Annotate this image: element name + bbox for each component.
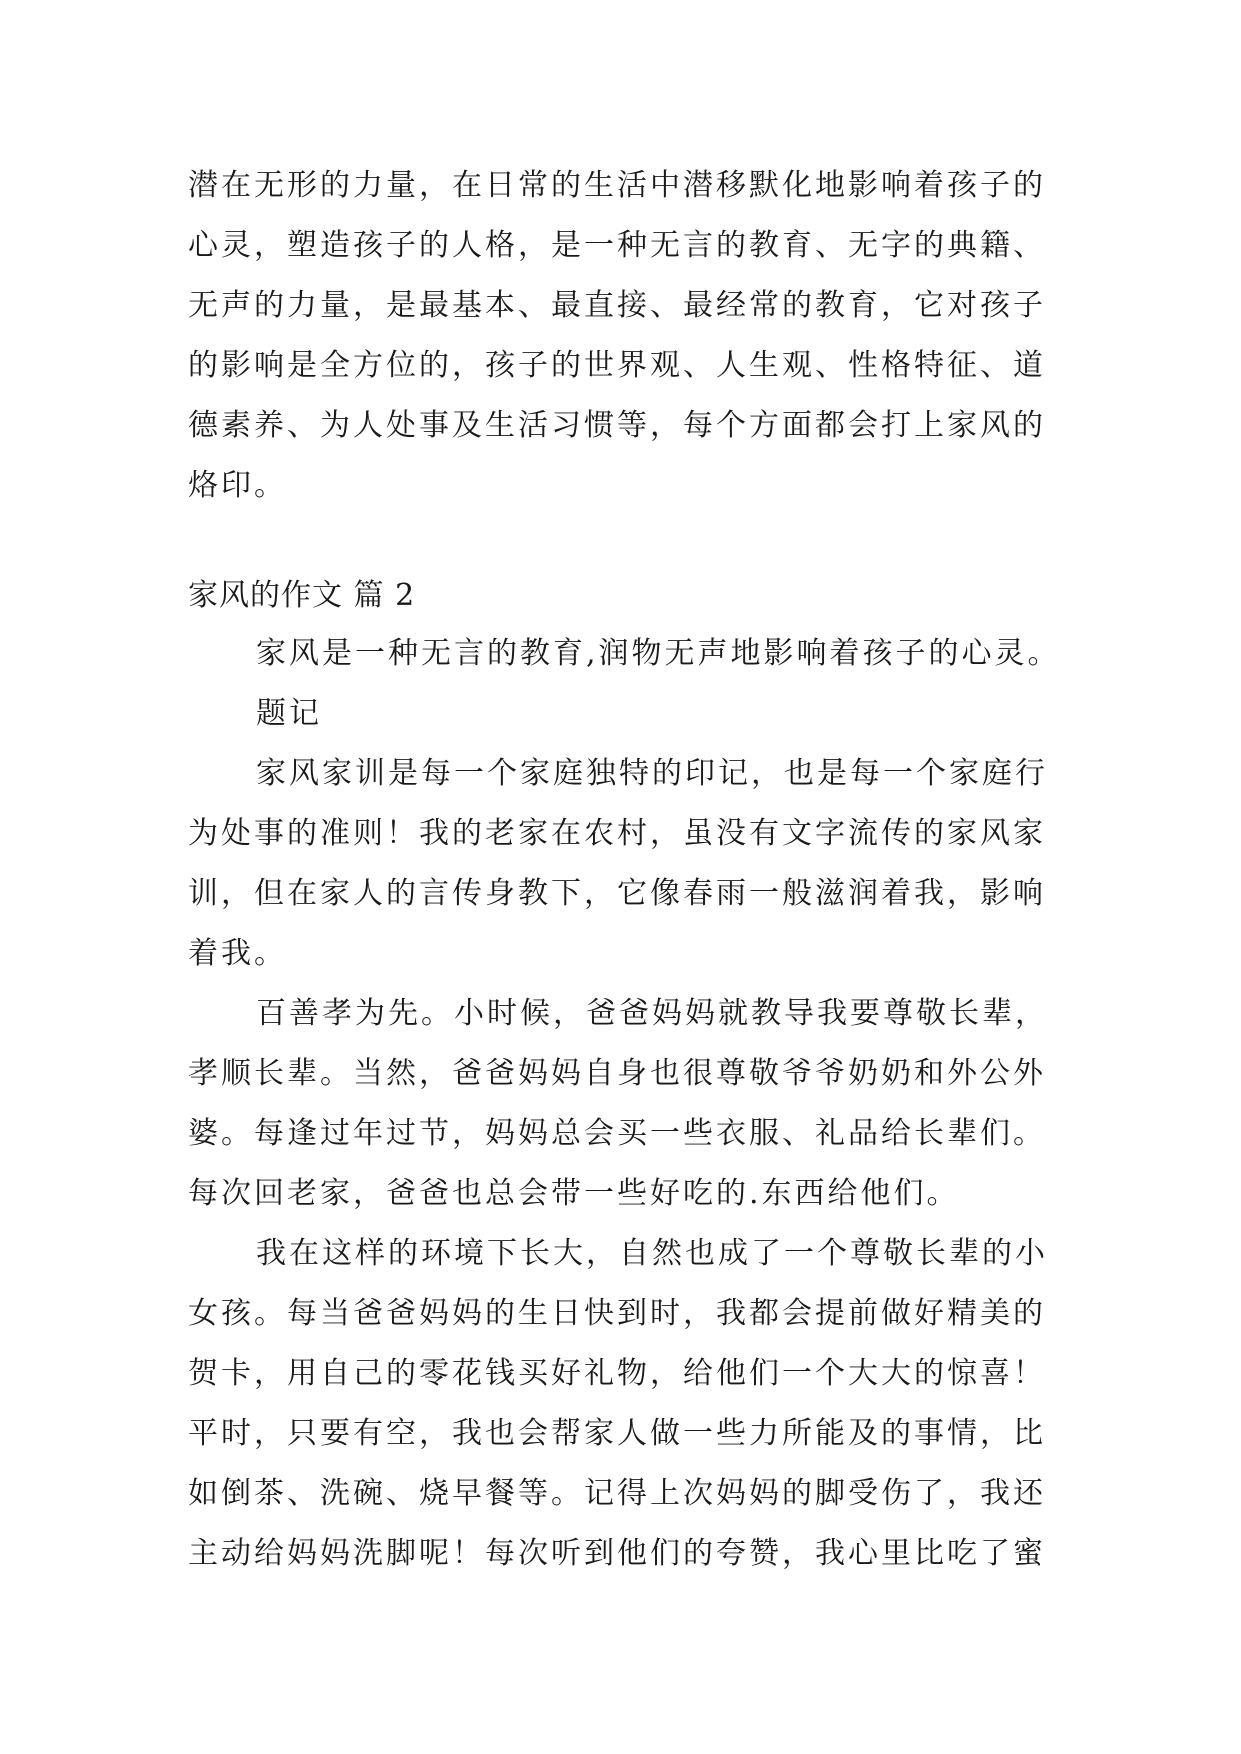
paragraph-4-line: 我在这样的环境下长大，自然也成了一个尊敬长辈的小 — [256, 1236, 1048, 1271]
paragraph-4-line: 主动给妈妈洗脚呢！每次听到他们的夸赞，我心里比吃了蜜 — [188, 1536, 1046, 1571]
paragraph-1-line: 无声的力量，是最基本、最直接、最经常的教育，它对孩子 — [188, 288, 1046, 323]
epigraph: 家风是一种无言的教育,润物无声地影响着孩子的心灵。 — [256, 636, 1061, 671]
paragraph-3-line: 百善孝为先。小时候，爸爸妈妈就教导我要尊敬长辈， — [256, 996, 1048, 1031]
paragraph-1-line: 心灵，塑造孩子的人格，是一种无言的教育、无字的典籍、 — [188, 228, 1046, 263]
section-heading: 家风的作文 篇 2 — [188, 578, 416, 613]
paragraph-1-line: 烙印。 — [188, 468, 287, 503]
paragraph-2-line: 训，但在家人的言传身教下，它像春雨一般滋润着我，影响 — [188, 876, 1046, 911]
paragraph-1-line: 德素养、为人处事及生活习惯等，每个方面都会打上家风的 — [188, 408, 1046, 443]
paragraph-4-line: 平时，只要有空，我也会帮家人做一些力所能及的事情，比 — [188, 1416, 1046, 1451]
paragraph-3-line: 孝顺长辈。当然，爸爸妈妈自身也很尊敬爷爷奶奶和外公外 — [188, 1056, 1046, 1091]
paragraph-4-line: 贺卡，用自己的零花钱买好礼物，给他们一个大大的惊喜！ — [188, 1356, 1046, 1391]
paragraph-2-line: 着我。 — [188, 936, 287, 971]
paragraph-1-line: 潜在无形的力量，在日常的生活中潜移默化地影响着孩子的 — [188, 168, 1046, 203]
paragraph-1-line: 的影响是全方位的，孩子的世界观、人生观、性格特征、道 — [188, 348, 1046, 383]
paragraph-2-line: 为处事的准则！我的老家在农村，虽没有文字流传的家风家 — [188, 816, 1046, 851]
paragraph-2-line: 家风家训是每一个家庭独特的印记，也是每一个家庭行 — [256, 756, 1048, 791]
paragraph-3-line: 婆。每逢过年过节，妈妈总会买一些衣服、礼品给长辈们。 — [188, 1116, 1046, 1151]
paragraph-4-line: 如倒茶、洗碗、烧早餐等。记得上次妈妈的脚受伤了，我还 — [188, 1476, 1046, 1511]
paragraph-3-line: 每次回老家，爸爸也总会带一些好吃的.东西给他们。 — [188, 1176, 960, 1211]
paragraph-4-line: 女孩。每当爸爸妈妈的生日快到时，我都会提前做好精美的 — [188, 1296, 1046, 1331]
epigraph-label: 题记 — [256, 696, 322, 731]
